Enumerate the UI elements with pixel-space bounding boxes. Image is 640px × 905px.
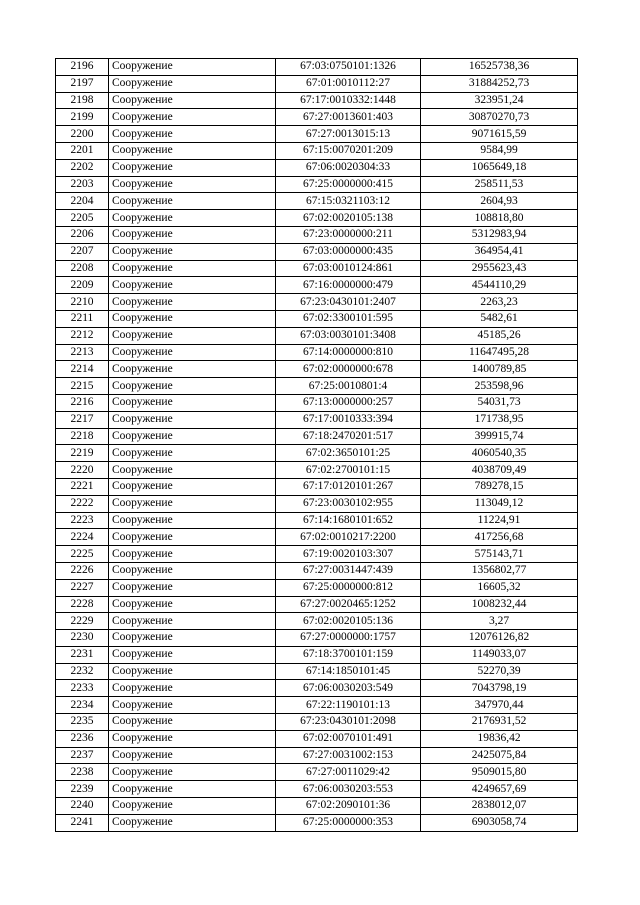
row-number-cell: 2236 bbox=[56, 730, 109, 747]
row-number-cell: 2232 bbox=[56, 663, 109, 680]
table-row bbox=[56, 478, 578, 495]
cadastral-number-cell: 67:14:1680101:652 bbox=[276, 512, 421, 529]
cadastral-value-cell: 1065649,18 bbox=[421, 159, 578, 176]
object-type-cell: Сооружение bbox=[109, 226, 276, 243]
cadastral-number-cell: 67:23:0430101:2407 bbox=[276, 294, 421, 311]
row-number-cell: 2229 bbox=[56, 613, 109, 630]
cadastral-number-cell: 67:02:3300101:595 bbox=[276, 310, 421, 327]
table-row bbox=[56, 142, 578, 159]
cadastral-number-cell: 67:22:1190101:13 bbox=[276, 697, 421, 714]
object-type-cell: Сооружение bbox=[109, 109, 276, 126]
table-row bbox=[56, 529, 578, 546]
cadastral-number-cell: 67:25:0000000:812 bbox=[276, 579, 421, 596]
cadastral-number-cell: 67:02:0020105:138 bbox=[276, 210, 421, 227]
row-number-cell: 2212 bbox=[56, 327, 109, 344]
object-type-cell: Сооружение bbox=[109, 75, 276, 92]
object-type-cell: Сооружение bbox=[109, 630, 276, 647]
cadastral-value-cell: 2955623,43 bbox=[421, 260, 578, 277]
object-type-cell: Сооружение bbox=[109, 495, 276, 512]
object-type-cell: Сооружение bbox=[109, 92, 276, 109]
object-type-cell: Сооружение bbox=[109, 697, 276, 714]
table-row bbox=[56, 394, 578, 411]
object-type-cell: Сооружение bbox=[109, 646, 276, 663]
table-row bbox=[56, 596, 578, 613]
table-row bbox=[56, 579, 578, 596]
object-type-cell: Сооружение bbox=[109, 529, 276, 546]
row-number-cell: 2196 bbox=[56, 59, 109, 76]
object-type-cell: Сооружение bbox=[109, 327, 276, 344]
row-number-cell: 2204 bbox=[56, 193, 109, 210]
object-type-cell: Сооружение bbox=[109, 159, 276, 176]
object-type-cell: Сооружение bbox=[109, 579, 276, 596]
object-type-cell: Сооружение bbox=[109, 126, 276, 143]
object-type-cell: Сооружение bbox=[109, 680, 276, 697]
cadastral-value-cell: 30870270,73 bbox=[421, 109, 578, 126]
row-number-cell: 2207 bbox=[56, 243, 109, 260]
table-row bbox=[56, 260, 578, 277]
object-type-cell: Сооружение bbox=[109, 378, 276, 395]
table-row bbox=[56, 210, 578, 227]
table-row bbox=[56, 445, 578, 462]
object-type-cell: Сооружение bbox=[109, 613, 276, 630]
table-row bbox=[56, 798, 578, 815]
cadastral-value-cell: 5312983,94 bbox=[421, 226, 578, 243]
row-number-cell: 2215 bbox=[56, 378, 109, 395]
cadastral-value-cell: 323951,24 bbox=[421, 92, 578, 109]
cadastral-number-cell: 67:06:0020304:33 bbox=[276, 159, 421, 176]
row-number-cell: 2211 bbox=[56, 310, 109, 327]
row-number-cell: 2235 bbox=[56, 714, 109, 731]
cadastral-number-cell: 67:01:0010112:27 bbox=[276, 75, 421, 92]
cadastral-value-cell: 2838012,07 bbox=[421, 798, 578, 815]
table-row bbox=[56, 176, 578, 193]
object-type-cell: Сооружение bbox=[109, 562, 276, 579]
row-number-cell: 2225 bbox=[56, 546, 109, 563]
cadastral-value-cell: 364954,41 bbox=[421, 243, 578, 260]
cadastral-value-cell: 1400789,85 bbox=[421, 361, 578, 378]
table-row bbox=[56, 59, 578, 76]
table-row bbox=[56, 512, 578, 529]
cadastral-number-cell: 67:27:0013601:403 bbox=[276, 109, 421, 126]
table-row bbox=[56, 646, 578, 663]
cadastral-value-cell: 347970,44 bbox=[421, 697, 578, 714]
row-number-cell: 2233 bbox=[56, 680, 109, 697]
table-row bbox=[56, 495, 578, 512]
object-type-cell: Сооружение bbox=[109, 798, 276, 815]
table-row bbox=[56, 411, 578, 428]
cadastral-number-cell: 67:25:0000000:415 bbox=[276, 176, 421, 193]
table-row bbox=[56, 378, 578, 395]
row-number-cell: 2208 bbox=[56, 260, 109, 277]
table-row bbox=[56, 344, 578, 361]
object-type-cell: Сооружение bbox=[109, 462, 276, 479]
table-row bbox=[56, 159, 578, 176]
row-number-cell: 2239 bbox=[56, 781, 109, 798]
cadastral-number-cell: 67:02:0070101:491 bbox=[276, 730, 421, 747]
row-number-cell: 2197 bbox=[56, 75, 109, 92]
object-type-cell: Сооружение bbox=[109, 361, 276, 378]
row-number-cell: 2218 bbox=[56, 428, 109, 445]
row-number-cell: 2231 bbox=[56, 646, 109, 663]
cadastral-number-cell: 67:18:3700101:159 bbox=[276, 646, 421, 663]
cadastral-number-cell: 67:14:0000000:810 bbox=[276, 344, 421, 361]
cadastral-value-cell: 3,27 bbox=[421, 613, 578, 630]
object-type-cell: Сооружение bbox=[109, 193, 276, 210]
cadastral-value-cell: 575143,71 bbox=[421, 546, 578, 563]
object-type-cell: Сооружение bbox=[109, 730, 276, 747]
object-type-cell: Сооружение bbox=[109, 310, 276, 327]
row-number-cell: 2241 bbox=[56, 814, 109, 831]
object-type-cell: Сооружение bbox=[109, 277, 276, 294]
cadastral-value-cell: 52270,39 bbox=[421, 663, 578, 680]
cadastral-value-cell: 417256,68 bbox=[421, 529, 578, 546]
cadastral-number-cell: 67:23:0030102:955 bbox=[276, 495, 421, 512]
cadastral-number-cell: 67:19:0020103:307 bbox=[276, 546, 421, 563]
cadastral-value-cell: 2263,23 bbox=[421, 294, 578, 311]
object-type-cell: Сооружение bbox=[109, 411, 276, 428]
cadastral-number-cell: 67:03:0010124:861 bbox=[276, 260, 421, 277]
table-row bbox=[56, 277, 578, 294]
object-type-cell: Сооружение bbox=[109, 294, 276, 311]
cadastral-value-cell: 789278,15 bbox=[421, 478, 578, 495]
cadastral-number-cell: 67:23:0000000:211 bbox=[276, 226, 421, 243]
row-number-cell: 2219 bbox=[56, 445, 109, 462]
object-type-cell: Сооружение bbox=[109, 512, 276, 529]
cadastral-value-cell: 113049,12 bbox=[421, 495, 578, 512]
cadastral-value-cell: 253598,96 bbox=[421, 378, 578, 395]
table-row bbox=[56, 764, 578, 781]
table-row bbox=[56, 193, 578, 210]
table-row bbox=[56, 75, 578, 92]
table-row bbox=[56, 714, 578, 731]
table-row bbox=[56, 781, 578, 798]
cadastral-value-cell: 7043798,19 bbox=[421, 680, 578, 697]
cadastral-value-cell: 4060540,35 bbox=[421, 445, 578, 462]
cadastral-value-cell: 5482,61 bbox=[421, 310, 578, 327]
table-row bbox=[56, 814, 578, 831]
table-row bbox=[56, 562, 578, 579]
object-type-cell: Сооружение bbox=[109, 445, 276, 462]
table-row bbox=[56, 226, 578, 243]
row-number-cell: 2224 bbox=[56, 529, 109, 546]
table-row bbox=[56, 630, 578, 647]
row-number-cell: 2227 bbox=[56, 579, 109, 596]
cadastral-value-cell: 4038709,49 bbox=[421, 462, 578, 479]
cadastral-value-cell: 399915,74 bbox=[421, 428, 578, 445]
cadastral-number-cell: 67:27:0013015:13 bbox=[276, 126, 421, 143]
property-table-body bbox=[56, 59, 578, 832]
cadastral-value-cell: 4544110,29 bbox=[421, 277, 578, 294]
row-number-cell: 2202 bbox=[56, 159, 109, 176]
table-row bbox=[56, 92, 578, 109]
table-row bbox=[56, 697, 578, 714]
row-number-cell: 2209 bbox=[56, 277, 109, 294]
table-row bbox=[56, 361, 578, 378]
cadastral-number-cell: 67:25:0000000:353 bbox=[276, 814, 421, 831]
object-type-cell: Сооружение bbox=[109, 210, 276, 227]
object-type-cell: Сооружение bbox=[109, 142, 276, 159]
cadastral-number-cell: 67:16:0000000:479 bbox=[276, 277, 421, 294]
row-number-cell: 2213 bbox=[56, 344, 109, 361]
cadastral-value-cell: 2176931,52 bbox=[421, 714, 578, 731]
cadastral-number-cell: 67:02:2090101:36 bbox=[276, 798, 421, 815]
cadastral-value-cell: 4249657,69 bbox=[421, 781, 578, 798]
table-row bbox=[56, 663, 578, 680]
cadastral-value-cell: 11647495,28 bbox=[421, 344, 578, 361]
object-type-cell: Сооружение bbox=[109, 546, 276, 563]
cadastral-value-cell: 19836,42 bbox=[421, 730, 578, 747]
cadastral-number-cell: 67:18:2470201:517 bbox=[276, 428, 421, 445]
cadastral-number-cell: 67:02:0010217:2200 bbox=[276, 529, 421, 546]
object-type-cell: Сооружение bbox=[109, 814, 276, 831]
table-row bbox=[56, 327, 578, 344]
object-type-cell: Сооружение bbox=[109, 176, 276, 193]
row-number-cell: 2228 bbox=[56, 596, 109, 613]
cadastral-number-cell: 67:25:0010801:4 bbox=[276, 378, 421, 395]
cadastral-number-cell: 67:23:0430101:2098 bbox=[276, 714, 421, 731]
cadastral-value-cell: 258511,53 bbox=[421, 176, 578, 193]
row-number-cell: 2200 bbox=[56, 126, 109, 143]
row-number-cell: 2201 bbox=[56, 142, 109, 159]
cadastral-number-cell: 67:06:0030203:553 bbox=[276, 781, 421, 798]
cadastral-value-cell: 171738,95 bbox=[421, 411, 578, 428]
cadastral-number-cell: 67:03:0750101:1326 bbox=[276, 59, 421, 76]
table-row bbox=[56, 730, 578, 747]
cadastral-value-cell: 1149033,07 bbox=[421, 646, 578, 663]
table-row bbox=[56, 310, 578, 327]
row-number-cell: 2234 bbox=[56, 697, 109, 714]
cadastral-value-cell: 12076126,82 bbox=[421, 630, 578, 647]
object-type-cell: Сооружение bbox=[109, 478, 276, 495]
row-number-cell: 2240 bbox=[56, 798, 109, 815]
cadastral-number-cell: 67:17:0120101:267 bbox=[276, 478, 421, 495]
cadastral-number-cell: 67:02:0020105:136 bbox=[276, 613, 421, 630]
table-row bbox=[56, 462, 578, 479]
cadastral-value-cell: 31884252,73 bbox=[421, 75, 578, 92]
cadastral-number-cell: 67:03:0000000:435 bbox=[276, 243, 421, 260]
cadastral-value-cell: 2425075,84 bbox=[421, 747, 578, 764]
table-row bbox=[56, 428, 578, 445]
object-type-cell: Сооружение bbox=[109, 260, 276, 277]
table-row bbox=[56, 680, 578, 697]
cadastral-value-cell: 1008232,44 bbox=[421, 596, 578, 613]
table-row bbox=[56, 126, 578, 143]
row-number-cell: 2230 bbox=[56, 630, 109, 647]
cadastral-number-cell: 67:14:1850101:45 bbox=[276, 663, 421, 680]
row-number-cell: 2199 bbox=[56, 109, 109, 126]
table-row bbox=[56, 546, 578, 563]
cadastral-number-cell: 67:27:0031002:153 bbox=[276, 747, 421, 764]
object-type-cell: Сооружение bbox=[109, 747, 276, 764]
row-number-cell: 2238 bbox=[56, 764, 109, 781]
cadastral-value-cell: 1356802,77 bbox=[421, 562, 578, 579]
cadastral-value-cell: 9509015,80 bbox=[421, 764, 578, 781]
row-number-cell: 2217 bbox=[56, 411, 109, 428]
cadastral-value-cell: 11224,91 bbox=[421, 512, 578, 529]
row-number-cell: 2206 bbox=[56, 226, 109, 243]
object-type-cell: Сооружение bbox=[109, 59, 276, 76]
cadastral-number-cell: 67:27:0031447:439 bbox=[276, 562, 421, 579]
cadastral-number-cell: 67:02:3650101:25 bbox=[276, 445, 421, 462]
cadastral-value-cell: 6903058,74 bbox=[421, 814, 578, 831]
row-number-cell: 2220 bbox=[56, 462, 109, 479]
row-number-cell: 2203 bbox=[56, 176, 109, 193]
cadastral-value-cell: 54031,73 bbox=[421, 394, 578, 411]
cadastral-number-cell: 67:27:0020465:1252 bbox=[276, 596, 421, 613]
object-type-cell: Сооружение bbox=[109, 596, 276, 613]
table-row bbox=[56, 747, 578, 764]
cadastral-number-cell: 67:27:0000000:1757 bbox=[276, 630, 421, 647]
cadastral-value-cell: 16525738,36 bbox=[421, 59, 578, 76]
row-number-cell: 2237 bbox=[56, 747, 109, 764]
object-type-cell: Сооружение bbox=[109, 764, 276, 781]
cadastral-number-cell: 67:02:2700101:15 bbox=[276, 462, 421, 479]
row-number-cell: 2210 bbox=[56, 294, 109, 311]
row-number-cell: 2222 bbox=[56, 495, 109, 512]
cadastral-number-cell: 67:03:0030101:3408 bbox=[276, 327, 421, 344]
object-type-cell: Сооружение bbox=[109, 714, 276, 731]
cadastral-number-cell: 67:17:0010332:1448 bbox=[276, 92, 421, 109]
object-type-cell: Сооружение bbox=[109, 394, 276, 411]
row-number-cell: 2216 bbox=[56, 394, 109, 411]
object-type-cell: Сооружение bbox=[109, 344, 276, 361]
cadastral-number-cell: 67:15:0070201:209 bbox=[276, 142, 421, 159]
table-row bbox=[56, 613, 578, 630]
object-type-cell: Сооружение bbox=[109, 428, 276, 445]
property-table bbox=[55, 58, 578, 832]
cadastral-value-cell: 108818,80 bbox=[421, 210, 578, 227]
object-type-cell: Сооружение bbox=[109, 243, 276, 260]
table-row bbox=[56, 294, 578, 311]
cadastral-value-cell: 9584,99 bbox=[421, 142, 578, 159]
cadastral-value-cell: 45185,26 bbox=[421, 327, 578, 344]
cadastral-value-cell: 16605,32 bbox=[421, 579, 578, 596]
row-number-cell: 2221 bbox=[56, 478, 109, 495]
cadastral-number-cell: 67:02:0000000:678 bbox=[276, 361, 421, 378]
cadastral-number-cell: 67:06:0030203:549 bbox=[276, 680, 421, 697]
table-row bbox=[56, 109, 578, 126]
row-number-cell: 2198 bbox=[56, 92, 109, 109]
cadastral-value-cell: 2604,93 bbox=[421, 193, 578, 210]
cadastral-value-cell: 9071615,59 bbox=[421, 126, 578, 143]
row-number-cell: 2223 bbox=[56, 512, 109, 529]
cadastral-number-cell: 67:15:0321103:12 bbox=[276, 193, 421, 210]
row-number-cell: 2214 bbox=[56, 361, 109, 378]
row-number-cell: 2205 bbox=[56, 210, 109, 227]
cadastral-number-cell: 67:17:0010333:394 bbox=[276, 411, 421, 428]
row-number-cell: 2226 bbox=[56, 562, 109, 579]
object-type-cell: Сооружение bbox=[109, 663, 276, 680]
cadastral-number-cell: 67:13:0000000:257 bbox=[276, 394, 421, 411]
object-type-cell: Сооружение bbox=[109, 781, 276, 798]
cadastral-number-cell: 67:27:0011029:42 bbox=[276, 764, 421, 781]
table-row bbox=[56, 243, 578, 260]
